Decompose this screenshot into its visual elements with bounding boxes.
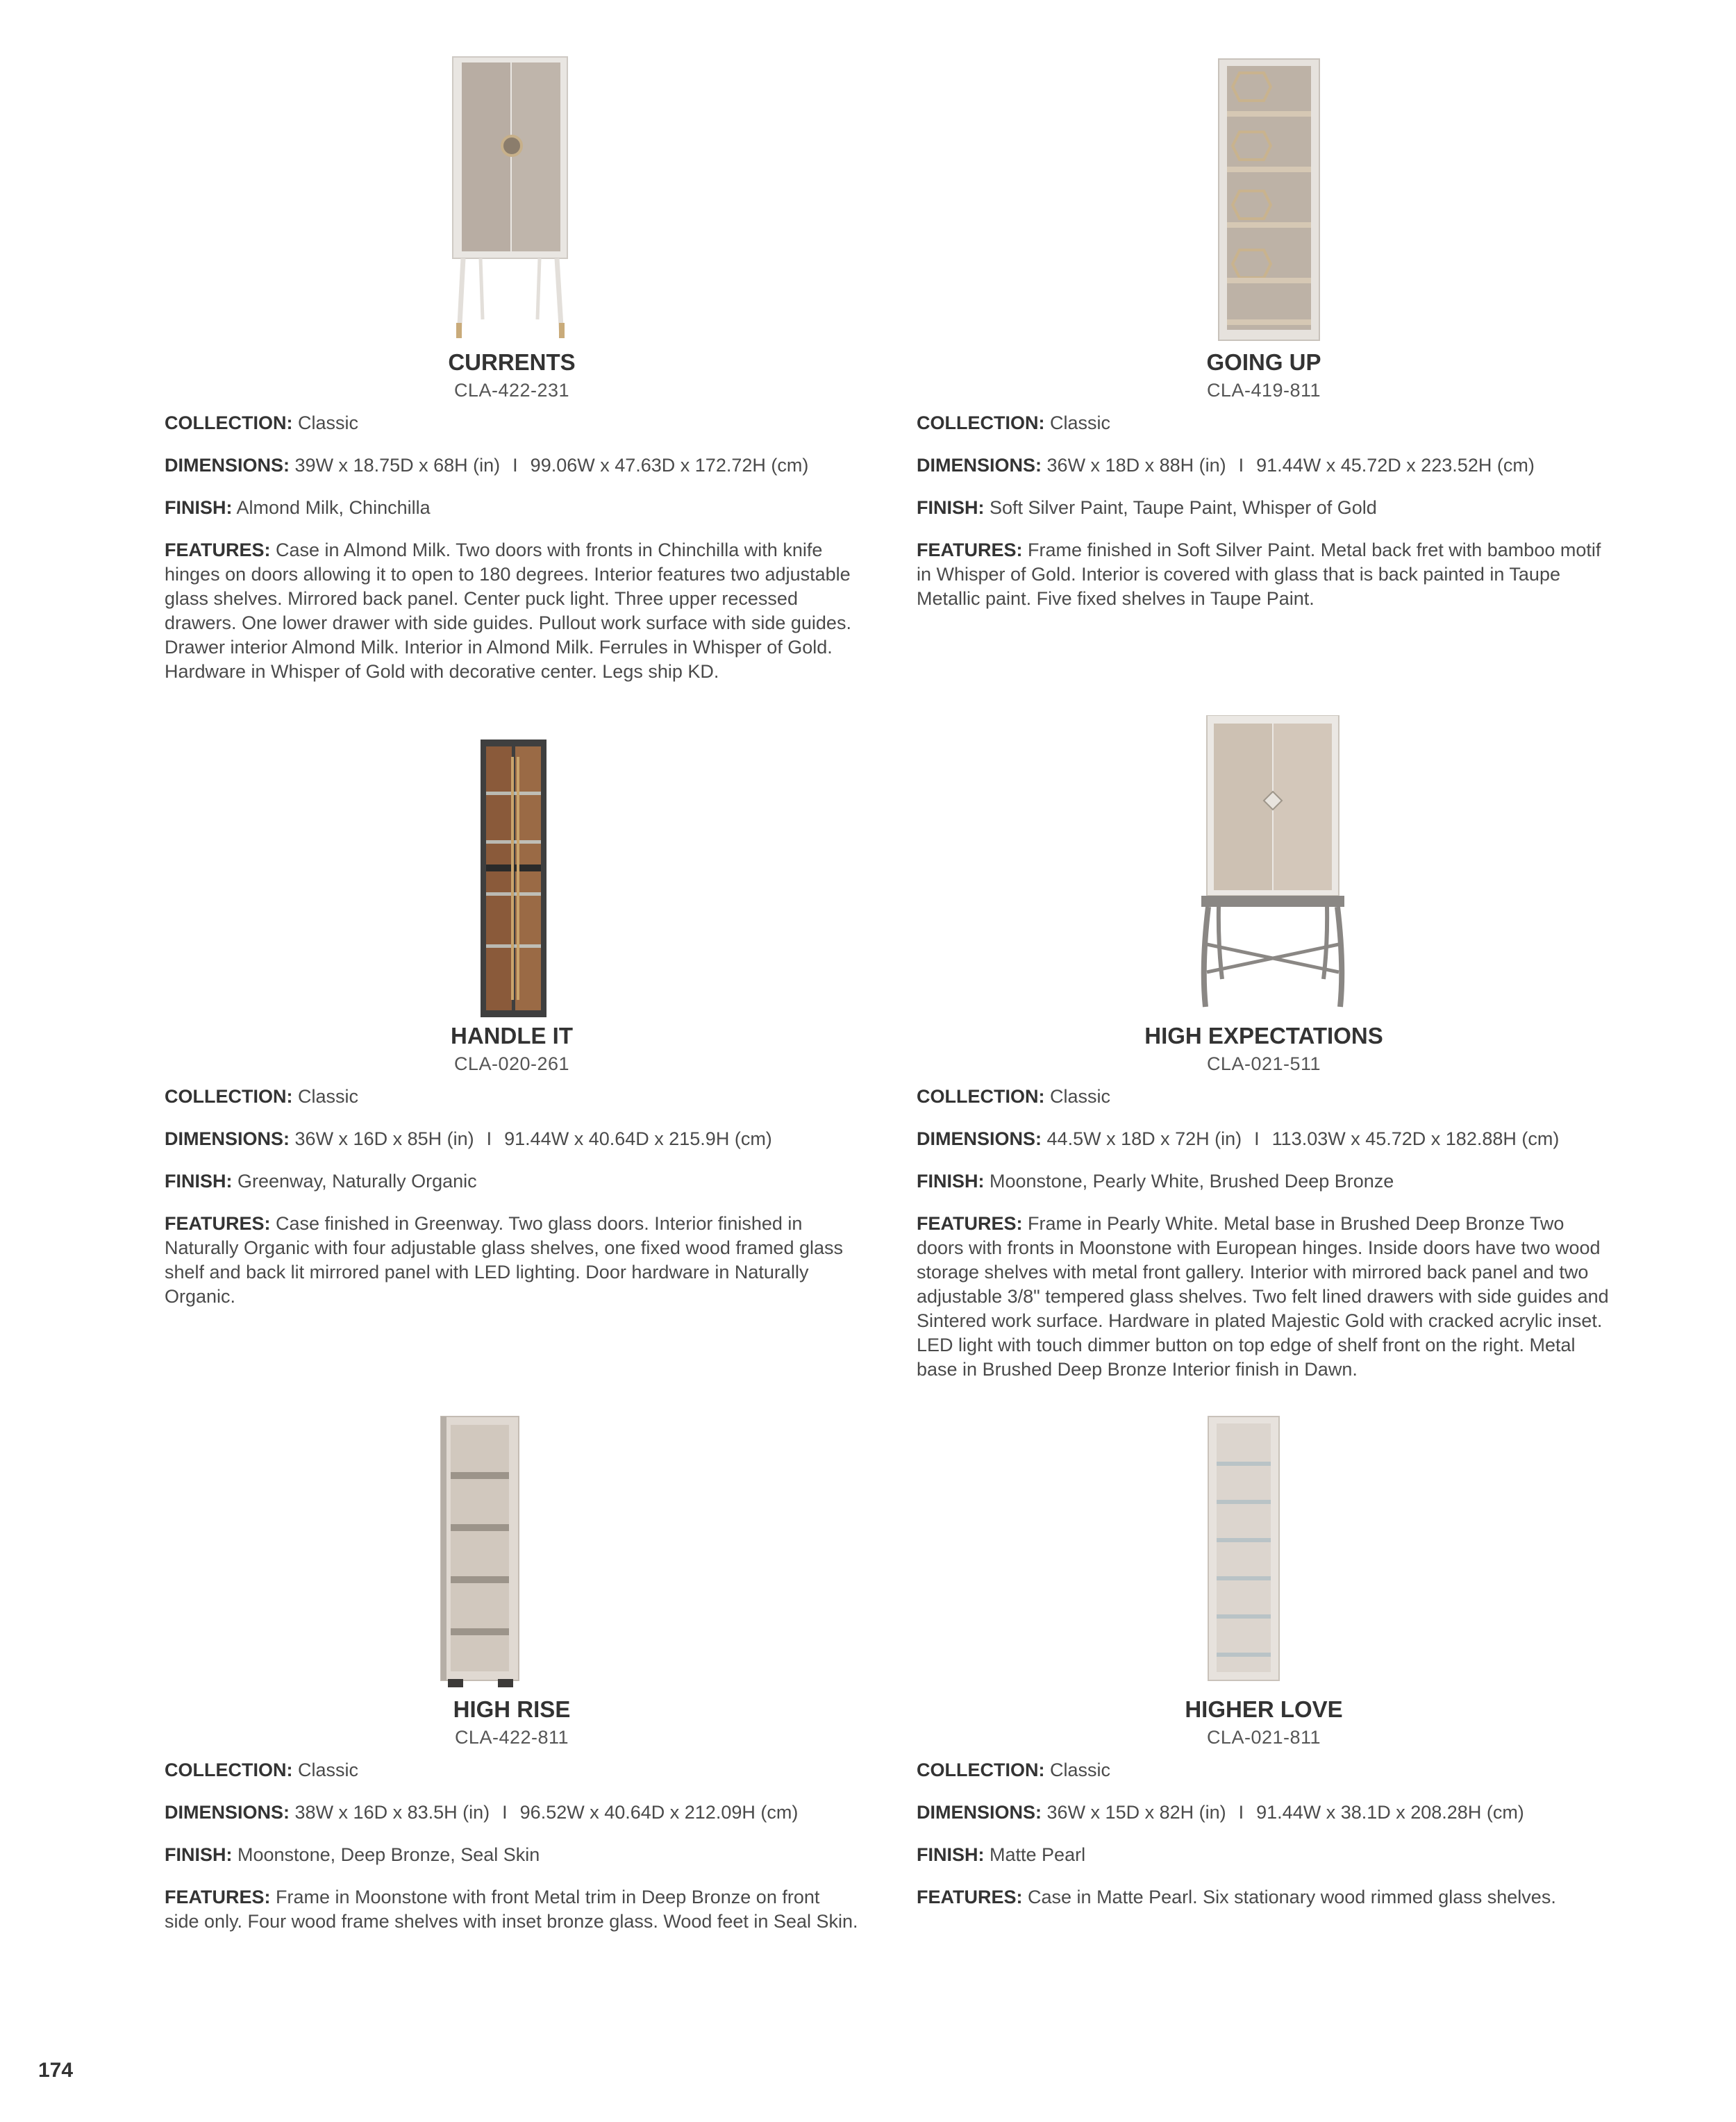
dimensions-inches: 36W x 16D x 85H (in) <box>294 1128 474 1149</box>
finish-line <box>917 496 1611 520</box>
finish-value: Almond Milk, Chinchilla <box>236 497 431 518</box>
dimension-separator: I <box>1238 1802 1244 1823</box>
product-sku: CLA-422-811 <box>454 1727 569 1748</box>
dimension-separator: I <box>502 1802 508 1823</box>
collection-value: Classic <box>1050 1086 1111 1107</box>
product-photo <box>165 1389 859 1694</box>
product-card <box>165 1389 859 1934</box>
features-value: Frame in Pearly White. Metal base in Brushed Deep Bronze Two doors with fronts in Moonstone with European hinges. Inside doors have two wood storage shelves with metal front gallery. Interior with mirrored back panel and two adjustable 3/8" tempered glass shelves. Two felt lined drawers with side guides and Sintered work surface. Hardware in plated Majestic Gold with cracked acrylic inset. LED light with touch dimmer button on top edge of shelf front on the right. Metal base in Brushed Deep Bronze Interior finish in Dawn. <box>917 1213 1609 1380</box>
product-card <box>165 42 859 684</box>
product-photo <box>917 715 1611 1021</box>
dimensions-label: DIMENSIONS: <box>165 455 290 476</box>
dimensions-inches: 44.5W x 18D x 72H (in) <box>1046 1128 1242 1149</box>
product-photo <box>165 715 859 1021</box>
collection-label: COLLECTION: <box>917 1086 1045 1107</box>
product-photo <box>917 42 1611 347</box>
features-value: Case in Almond Milk. Two doors with fronts in Chinchilla with knife hinges on doors allowing it to open to 180 degrees. Interior features two adjustable glass shelves. Mirrored back panel. Center puck light. Three upper recessed drawers. One lower drawer with side guides. Pullout work surface with side guides. Drawer interior Almond Milk. Interior in Almond Milk. Ferrules in Whisper of Gold. Hardware in Whisper of Gold with decorative center. Legs ship KD. <box>165 540 851 682</box>
finish-value: Soft Silver Paint, Taupe Paint, Whisper of Gold <box>990 497 1377 518</box>
product-name: CURRENTS <box>448 349 576 375</box>
dimensions-cm: 91.44W x 38.1D x 208.28H (cm) <box>1256 1802 1524 1823</box>
product-card <box>917 42 1611 611</box>
product-card <box>917 1389 1611 1910</box>
dimension-separator: I <box>1254 1128 1260 1149</box>
product-name: HIGH EXPECTATIONS <box>1144 1023 1383 1049</box>
features-line <box>165 1885 859 1934</box>
product-sku: CLA-419-811 <box>1206 380 1321 401</box>
dimensions-label: DIMENSIONS: <box>917 1128 1042 1149</box>
features-line <box>917 538 1611 611</box>
dimensions-cm: 91.44W x 40.64D x 215.9H (cm) <box>504 1128 772 1149</box>
dimensions-line <box>165 1127 859 1151</box>
dimensions-cm: 91.44W x 45.72D x 223.52H (cm) <box>1256 455 1535 476</box>
features-line <box>917 1885 1611 1910</box>
dimensions-inches: 39W x 18.75D x 68H (in) <box>294 455 501 476</box>
features-label: FEATURES: <box>917 1887 1023 1907</box>
product-name: GOING UP <box>1206 349 1321 375</box>
finish-label: FINISH: <box>165 1171 233 1192</box>
features-label: FEATURES: <box>165 540 271 560</box>
dimensions-label: DIMENSIONS: <box>165 1802 290 1823</box>
bookcase-icon <box>408 1389 616 1694</box>
collection-line <box>165 1758 859 1782</box>
product-sku: CLA-021-511 <box>1206 1053 1321 1074</box>
finish-line <box>917 1169 1611 1194</box>
dimensions-cm: 96.52W x 40.64D x 212.09H (cm) <box>519 1802 799 1823</box>
finish-label: FINISH: <box>165 1844 233 1865</box>
product-name: HIGHER LOVE <box>1185 1696 1343 1722</box>
features-value: Case finished in Greenway. Two glass doors. Interior finished in Naturally Organic with four adjustable glass shelves, one fixed wood framed glass shelf and back lit mirrored panel with LED lighting. Door hardware in Naturally Organic. <box>165 1213 843 1307</box>
collection-line <box>917 1758 1611 1782</box>
features-line <box>165 1212 859 1309</box>
finish-line <box>917 1843 1611 1867</box>
dimensions-line <box>917 1801 1611 1825</box>
dimensions-cm: 99.06W x 47.63D x 172.72H (cm) <box>530 455 809 476</box>
dimensions-label: DIMENSIONS: <box>917 455 1042 476</box>
collection-value: Classic <box>298 1760 359 1780</box>
page-number: 174 <box>38 2059 74 2082</box>
finish-label: FINISH: <box>165 497 233 518</box>
dimensions-label: DIMENSIONS: <box>165 1128 290 1149</box>
bar-cabinet-icon <box>1160 715 1368 1021</box>
features-label: FEATURES: <box>165 1213 271 1234</box>
dimension-separator: I <box>512 455 518 476</box>
dimensions-inches: 38W x 16D x 83.5H (in) <box>294 1802 490 1823</box>
dimensions-cm: 113.03W x 45.72D x 182.88H (cm) <box>1271 1128 1560 1149</box>
features-value: Frame in Moonstone with front Metal trim in Deep Bronze on front side only. Four wood frame shelves with inset bronze glass. Wood feet in Seal Skin. <box>165 1887 858 1932</box>
dimensions-line <box>917 453 1611 478</box>
product-name: HIGH RISE <box>453 1696 571 1722</box>
finish-label: FINISH: <box>917 1844 985 1865</box>
dimensions-line <box>165 453 859 478</box>
product-sku: CLA-021-811 <box>1206 1727 1321 1748</box>
finish-line <box>165 1843 859 1867</box>
collection-value: Classic <box>1050 1760 1111 1780</box>
collection-label: COLLECTION: <box>165 1760 293 1780</box>
collection-label: COLLECTION: <box>917 1760 1045 1780</box>
dimension-separator: I <box>1238 455 1244 476</box>
features-line <box>917 1212 1611 1382</box>
features-label: FEATURES: <box>917 540 1023 560</box>
collection-value: Classic <box>298 1086 359 1107</box>
product-sku: CLA-020-261 <box>453 1053 570 1074</box>
features-line <box>165 538 859 684</box>
product-name: HANDLE IT <box>451 1023 573 1049</box>
finish-value: Moonstone, Pearly White, Brushed Deep Bronze <box>990 1171 1394 1192</box>
collection-line <box>917 411 1611 435</box>
collection-label: COLLECTION: <box>165 1086 293 1107</box>
features-value: Case in Matte Pearl. Six stationary wood rimmed glass shelves. <box>1028 1887 1556 1907</box>
dimensions-line <box>165 1801 859 1825</box>
finish-label: FINISH: <box>917 1171 985 1192</box>
collection-line <box>165 411 859 435</box>
features-value: Frame finished in Soft Silver Paint. Metal back fret with bamboo motif in Whisper of Gold. Interior is covered with glass that is back painted in Taupe Metallic paint. Five fixed shelves in Taupe Paint. <box>917 540 1601 609</box>
product-card <box>917 715 1611 1382</box>
cabinet-on-legs-icon <box>408 42 616 347</box>
collection-line <box>165 1085 859 1109</box>
features-label: FEATURES: <box>165 1887 271 1907</box>
dimension-separator: I <box>486 1128 492 1149</box>
finish-value: Greenway, Naturally Organic <box>237 1171 477 1192</box>
product-photo <box>917 1389 1611 1694</box>
collection-value: Classic <box>1050 412 1111 433</box>
features-label: FEATURES: <box>917 1213 1023 1234</box>
display-cabinet-icon <box>408 715 616 1021</box>
collection-label: COLLECTION: <box>165 412 293 433</box>
product-sku: CLA-422-231 <box>453 380 570 401</box>
dimensions-inches: 36W x 18D x 88H (in) <box>1046 455 1226 476</box>
finish-label: FINISH: <box>917 497 985 518</box>
collection-value: Classic <box>298 412 359 433</box>
finish-line <box>165 1169 859 1194</box>
finish-value: Moonstone, Deep Bronze, Seal Skin <box>237 1844 540 1865</box>
product-card <box>165 715 859 1309</box>
glass-shelf-bookcase-icon <box>1160 1389 1368 1694</box>
product-photo <box>165 42 859 347</box>
dimensions-label: DIMENSIONS: <box>917 1802 1042 1823</box>
collection-line <box>917 1085 1611 1109</box>
finish-line <box>165 496 859 520</box>
dimensions-line <box>917 1127 1611 1151</box>
dimensions-inches: 36W x 15D x 82H (in) <box>1046 1802 1226 1823</box>
etagere-icon <box>1160 42 1368 347</box>
finish-value: Matte Pearl <box>990 1844 1086 1865</box>
collection-label: COLLECTION: <box>917 412 1045 433</box>
